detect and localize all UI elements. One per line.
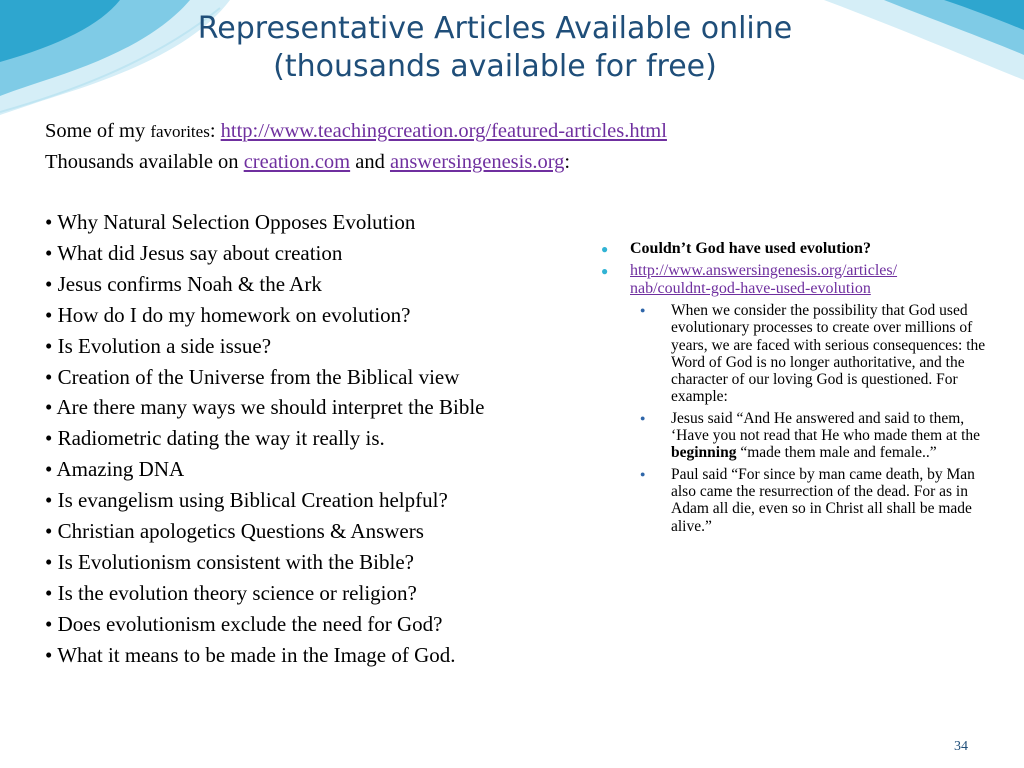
list-item: • Jesus confirms Noah & the Ark xyxy=(45,271,322,296)
beginning-bold: beginning xyxy=(671,444,737,462)
list-item: • What it means to be made in the Image of God. xyxy=(45,642,456,667)
article-link[interactable] xyxy=(630,262,897,298)
sub-bullet-2 xyxy=(640,410,998,462)
bullet-dot-icon: ● xyxy=(640,412,646,423)
bullet-dot-icon: ● xyxy=(601,264,609,278)
title-line-1: Representative Articles Available online xyxy=(197,11,793,46)
bullet-dot-icon: ● xyxy=(640,305,646,315)
jesus-quote-end: “made them male and female..” xyxy=(736,444,937,462)
list-item: • Is the evolution theory science or religion? xyxy=(45,580,417,605)
list-item: • Is Evolution a side issue? xyxy=(45,333,272,358)
bullet-link xyxy=(598,262,998,298)
page-number: 34 xyxy=(954,739,968,754)
sub-bullet-text: Paul said “For since by man came death, by Man also came the resurrection of the dead. For as in Adam all die, even so in Christ all shall be made alive.” xyxy=(671,465,975,535)
and-text: and xyxy=(350,151,390,173)
intro-prefix: Some of my xyxy=(45,120,151,142)
bullet-dot-icon: ● xyxy=(601,242,609,256)
title-line-2: (thousands available for free) xyxy=(273,49,717,84)
featured-articles-link[interactable]: http://www.teachingcreation.org/featured-articles.html xyxy=(220,120,667,142)
decorative-wave-top-right xyxy=(824,0,1024,90)
list-item: • Amazing DNA xyxy=(45,457,185,482)
answersingenesis-link[interactable]: answersingenesis.org xyxy=(389,151,565,173)
sub-bullet-text xyxy=(671,410,996,462)
article-link-line-2: nab/couldnt-god-have-used-evolution xyxy=(630,280,871,297)
intro-colon: : xyxy=(209,120,221,142)
list-item: • How do I do my homework on evolution? xyxy=(45,302,411,327)
list-item: • Radiometric dating the way it really is. xyxy=(45,426,385,451)
article-link-line-1: http://www.answersingenesis.org/articles/ xyxy=(630,262,898,279)
list-item: • Does evolutionism exclude the need for God? xyxy=(45,611,443,636)
heading-text: Couldn’t God have used evolution? xyxy=(630,240,871,257)
intro-line-1 xyxy=(45,116,667,147)
intro-line2-suffix: : xyxy=(564,151,571,173)
slide-title xyxy=(150,10,840,86)
list-item: • Christian apologetics Questions & Answers xyxy=(45,519,424,544)
list-item: • Creation of the Universe from the Biblical view xyxy=(45,364,460,389)
list-item: • Is Evolutionism consistent with the Bible? xyxy=(45,549,414,574)
articles-list xyxy=(45,207,484,671)
list-item: • Are there many ways we should interpret the Bible xyxy=(45,395,485,420)
creation-com-link[interactable]: creation.com xyxy=(243,151,351,173)
list-item: • What did Jesus say about creation xyxy=(45,240,343,265)
sub-bullet-3 xyxy=(640,466,998,535)
jesus-quote-start: Jesus said “And He answered and said to them, ‘Have you not read that He who made them at the xyxy=(671,409,981,445)
right-column xyxy=(598,240,998,535)
sub-bullet-1 xyxy=(640,302,998,406)
intro-line-2 xyxy=(45,147,667,178)
sub-bullet-text: When we consider the possibility that God used evolutionary processes to create over millions of years, we are faced with serious consequences: the Word of God is no longer authoritative, and the character of our loving God is questioned. For example: xyxy=(671,302,986,406)
favorites-word: favorites xyxy=(150,122,210,141)
intro-text xyxy=(45,116,667,178)
list-item: • Is evangelism using Biblical Creation helpful? xyxy=(45,488,448,513)
bullet-dot-icon: ● xyxy=(640,468,646,479)
intro-line2-prefix: Thousands available on xyxy=(45,151,244,173)
list-item: • Why Natural Selection Opposes Evolution xyxy=(45,210,416,234)
bullet-heading xyxy=(598,240,998,258)
